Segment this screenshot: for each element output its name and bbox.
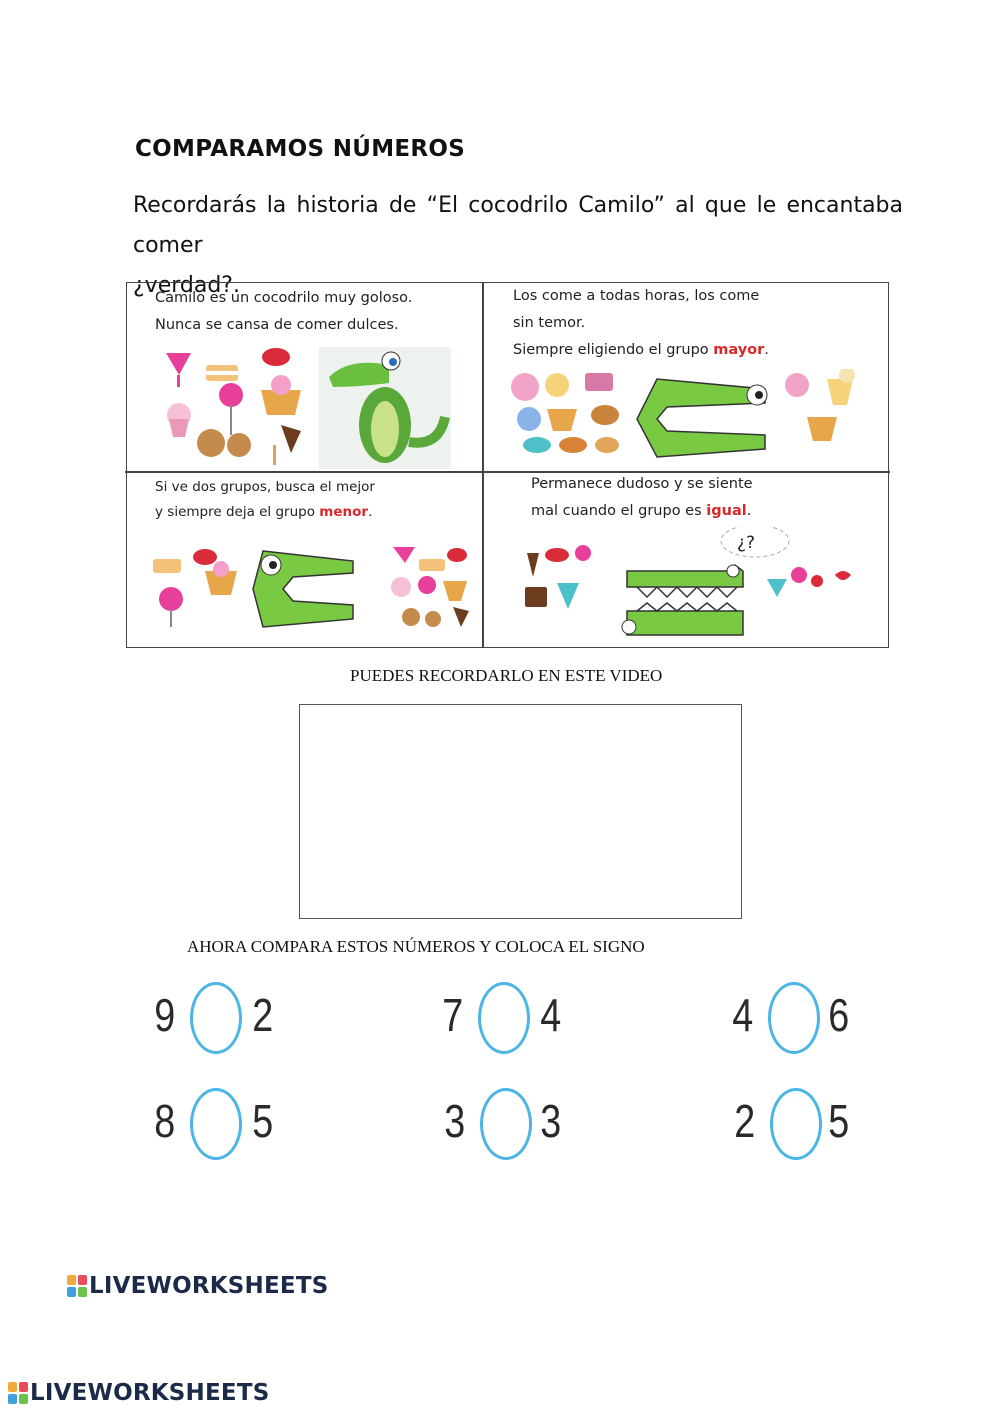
crocodile-equal-illustration	[517, 527, 887, 647]
number-right: 5	[252, 1095, 274, 1147]
video-embed[interactable]	[299, 704, 742, 919]
highlight-word: mayor	[713, 342, 765, 358]
intro-line-2: ¿verdad?.	[133, 273, 240, 298]
crocodile-illustration	[319, 347, 451, 469]
liveworksheets-logo[interactable]	[8, 1380, 269, 1406]
answer-circle[interactable]	[480, 1088, 532, 1160]
number-right: 3	[540, 1095, 562, 1147]
story-line: Si ve dos grupos, busca el mejor	[155, 479, 375, 495]
page-title: COMPARAMOS NÚMEROS	[135, 136, 466, 162]
story-panel-3-text	[155, 475, 375, 525]
number-left: 4	[732, 989, 754, 1041]
highlight-word: menor	[319, 504, 369, 520]
number-left: 8	[154, 1095, 176, 1147]
number-right: 5	[828, 1095, 850, 1147]
compare-item	[152, 1088, 302, 1174]
story-panel-2-text	[513, 283, 769, 364]
number-right: 2	[252, 989, 274, 1041]
story-line: Los come a todas horas, los come	[513, 288, 760, 304]
number-right: 4	[540, 989, 562, 1041]
compare-item	[732, 1088, 882, 1174]
story-line: sin temor.	[513, 315, 586, 331]
logo-mark-icon	[67, 1275, 87, 1297]
divider	[482, 283, 484, 647]
number-left: 9	[154, 989, 176, 1041]
compare-item	[442, 1088, 592, 1174]
thought-bubble-text: ¿?	[737, 533, 756, 553]
answer-circle[interactable]	[478, 982, 530, 1054]
story-line: mal cuando el grupo es igual.	[531, 503, 752, 519]
answer-circle[interactable]	[190, 982, 242, 1054]
logo-text: LIVEWORKSHEETS	[30, 1380, 270, 1406]
logo-mark-icon	[8, 1382, 28, 1404]
sweets-illustration	[161, 345, 311, 470]
story-line: Permanece dudoso y se siente	[531, 476, 753, 492]
number-left: 3	[444, 1095, 466, 1147]
intro-line-1: Recordarás la historia de “El cocodrilo Camilo” al que le encantaba comer	[133, 193, 903, 258]
highlight-word: igual	[706, 503, 747, 519]
video-heading: PUEDES RECORDARLO EN ESTE VIDEO	[350, 666, 663, 685]
story-panel-1-text	[155, 285, 412, 339]
answer-circle[interactable]	[768, 982, 820, 1054]
answer-circle[interactable]	[190, 1088, 242, 1160]
story-line: Camilo es un cocodrilo muy goloso.	[155, 290, 413, 306]
compare-item	[152, 982, 302, 1068]
divider	[125, 471, 890, 473]
liveworksheets-logo[interactable]	[67, 1273, 328, 1299]
story-line: y siempre deja el grupo menor.	[155, 504, 373, 520]
logo-text: LIVEWORKSHEETS	[89, 1273, 329, 1299]
story-line: Nunca se cansa de comer dulces.	[155, 317, 399, 333]
story-line: Siempre eligiendo el grupo mayor.	[513, 342, 769, 358]
compare-item	[440, 982, 590, 1068]
compare-heading: AHORA COMPARA ESTOS NÚMEROS Y COLOCA EL SIGNO	[187, 937, 645, 956]
compare-item	[730, 982, 880, 1068]
number-left: 2	[734, 1095, 756, 1147]
answer-circle[interactable]	[770, 1088, 822, 1160]
crocodile-leaves-less-illustration	[153, 541, 473, 631]
number-right: 6	[828, 989, 850, 1041]
crocodile-eating-more-illustration	[507, 369, 887, 464]
number-left: 7	[442, 989, 464, 1041]
story-panel-4-text	[531, 471, 753, 525]
story-panel-grid	[126, 282, 889, 648]
